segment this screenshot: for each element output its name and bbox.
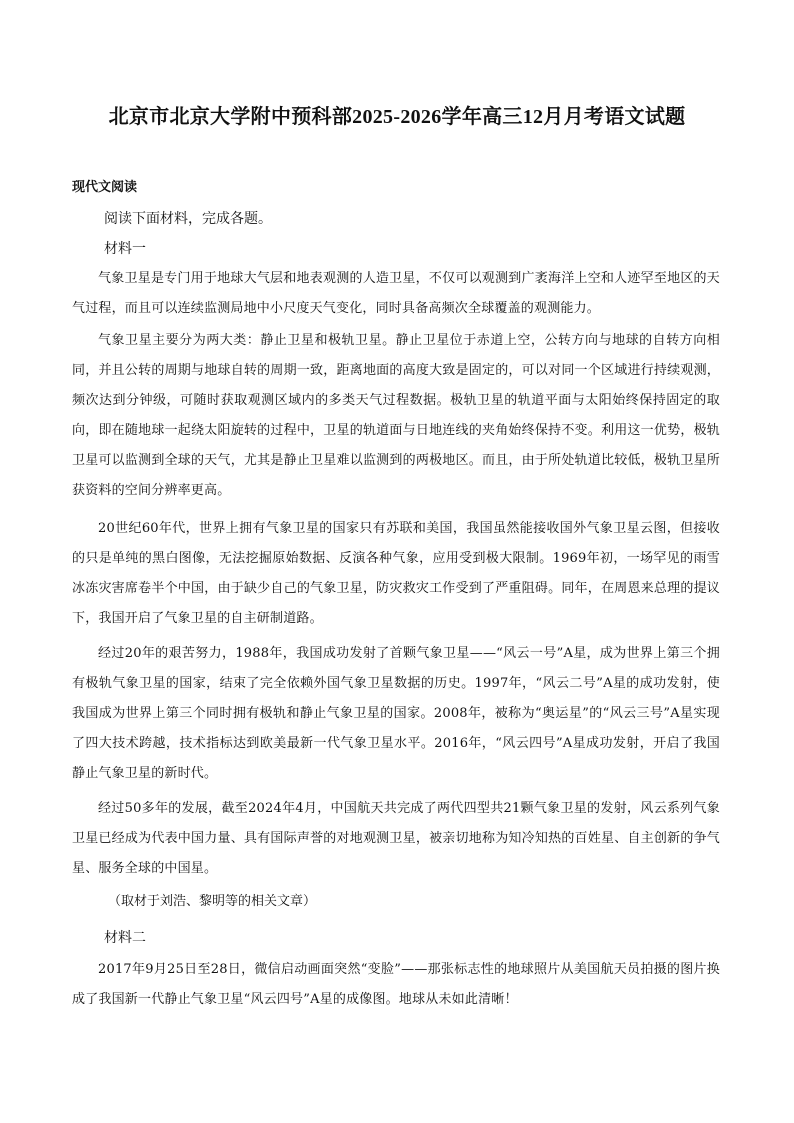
source-citation: （取材于刘浩、黎明等的相关文章）	[108, 894, 317, 909]
section-heading: 现代文阅读	[72, 180, 138, 195]
material-2-label: 材料二	[104, 930, 146, 946]
material-1-paragraph: 经过50多年的发展，截至2024年4月，中国航天共完成了两代四型共21颗气象卫星的发射，风云系列气象卫星已经成为代表中国力量、具有国际声誉的对地观测卫星，被亲切地称为知冷知热的百姓星、自主创新的争气星、服务全球的中国星。	[72, 801, 720, 876]
material-1-paragraph: 气象卫星主要分为两大类：静止卫星和极轨卫星。静止卫星位于赤道上空，公转方向与地球的自转方向相同，并且公转的周期与地球自转的周期一致，距离地面的高度大致是固定的，可以对同一个区域进行持续观测，频次达到分钟级，可随时获取观测区域内的多类天气过程数据。极轨卫星的轨道平面与太阳始终保持固定的取向，即在随地球一起绕太阳旋转的过程中，卫星的轨道面与日地连线的夹角始终保持不变。利用这一优势，极轨卫星可以监测到全球的天气，尤其是静止卫星难以监测到的两极地区。而且，由于所处轨道比较低，极轨卫星所获资料的空间分辨率更高。	[72, 333, 720, 498]
reading-instruction: 阅读下面材料，完成各题。	[104, 211, 272, 227]
material-1-paragraph: 20世纪60年代，世界上拥有气象卫星的国家只有苏联和美国，我国虽然能接收国外气象卫星云图，但接收的只是单纯的黑白图像，无法挖掘原始数据、反演各种气象，应用受到极大限制。1969年初，一场罕见的雨雪冰冻灾害席卷半个中国，由于缺少自己的气象卫星，防灾救灾工作受到了严重阻碍。同年，在周恩来总理的提议下，我国开启了气象卫星的自主研制道路。	[72, 521, 720, 626]
material-1-paragraph: 气象卫星是专门用于地球大气层和地表观测的人造卫星，不仅可以观测到广袤海洋上空和人迹罕至地区的天气过程，而且可以连续监测局地中小尺度天气变化，同时具备高频次全球覆盖的观测能力。	[72, 271, 720, 316]
material-1-paragraph: 经过20年的艰苦努力，1988年，我国成功发射了首颗气象卫星——“风云一号”A星，成为世界上第三个拥有极轨气象卫星的国家，结束了完全依赖外国气象卫星数据的历史。1997年，“风云二号”A星的成功发射，使我国成为世界上第三个同时拥有极轨和静止气象卫星的国家。2008年，被称为“奥运星”的“风云三号”A星实现了四大技术跨越，技术指标达到欧美最新一代气象卫星水平。2016年，“风云四号”A星成功发射，开启了我国静止气象卫星的新时代。	[72, 646, 720, 781]
material-2-paragraph: 2017年9月25日至28日，微信启动画面突然“变脸”——那张标志性的地球照片从美国航天员拍摄的图片换成了我国新一代静止气象卫星“风云四号”A星的成像图。地球从未如此清晰！	[72, 962, 720, 1007]
material-1-label: 材料一	[104, 241, 146, 257]
document-title: 北京市北京大学附中预科部2025-2026学年高三12月月考语文试题	[108, 106, 686, 128]
